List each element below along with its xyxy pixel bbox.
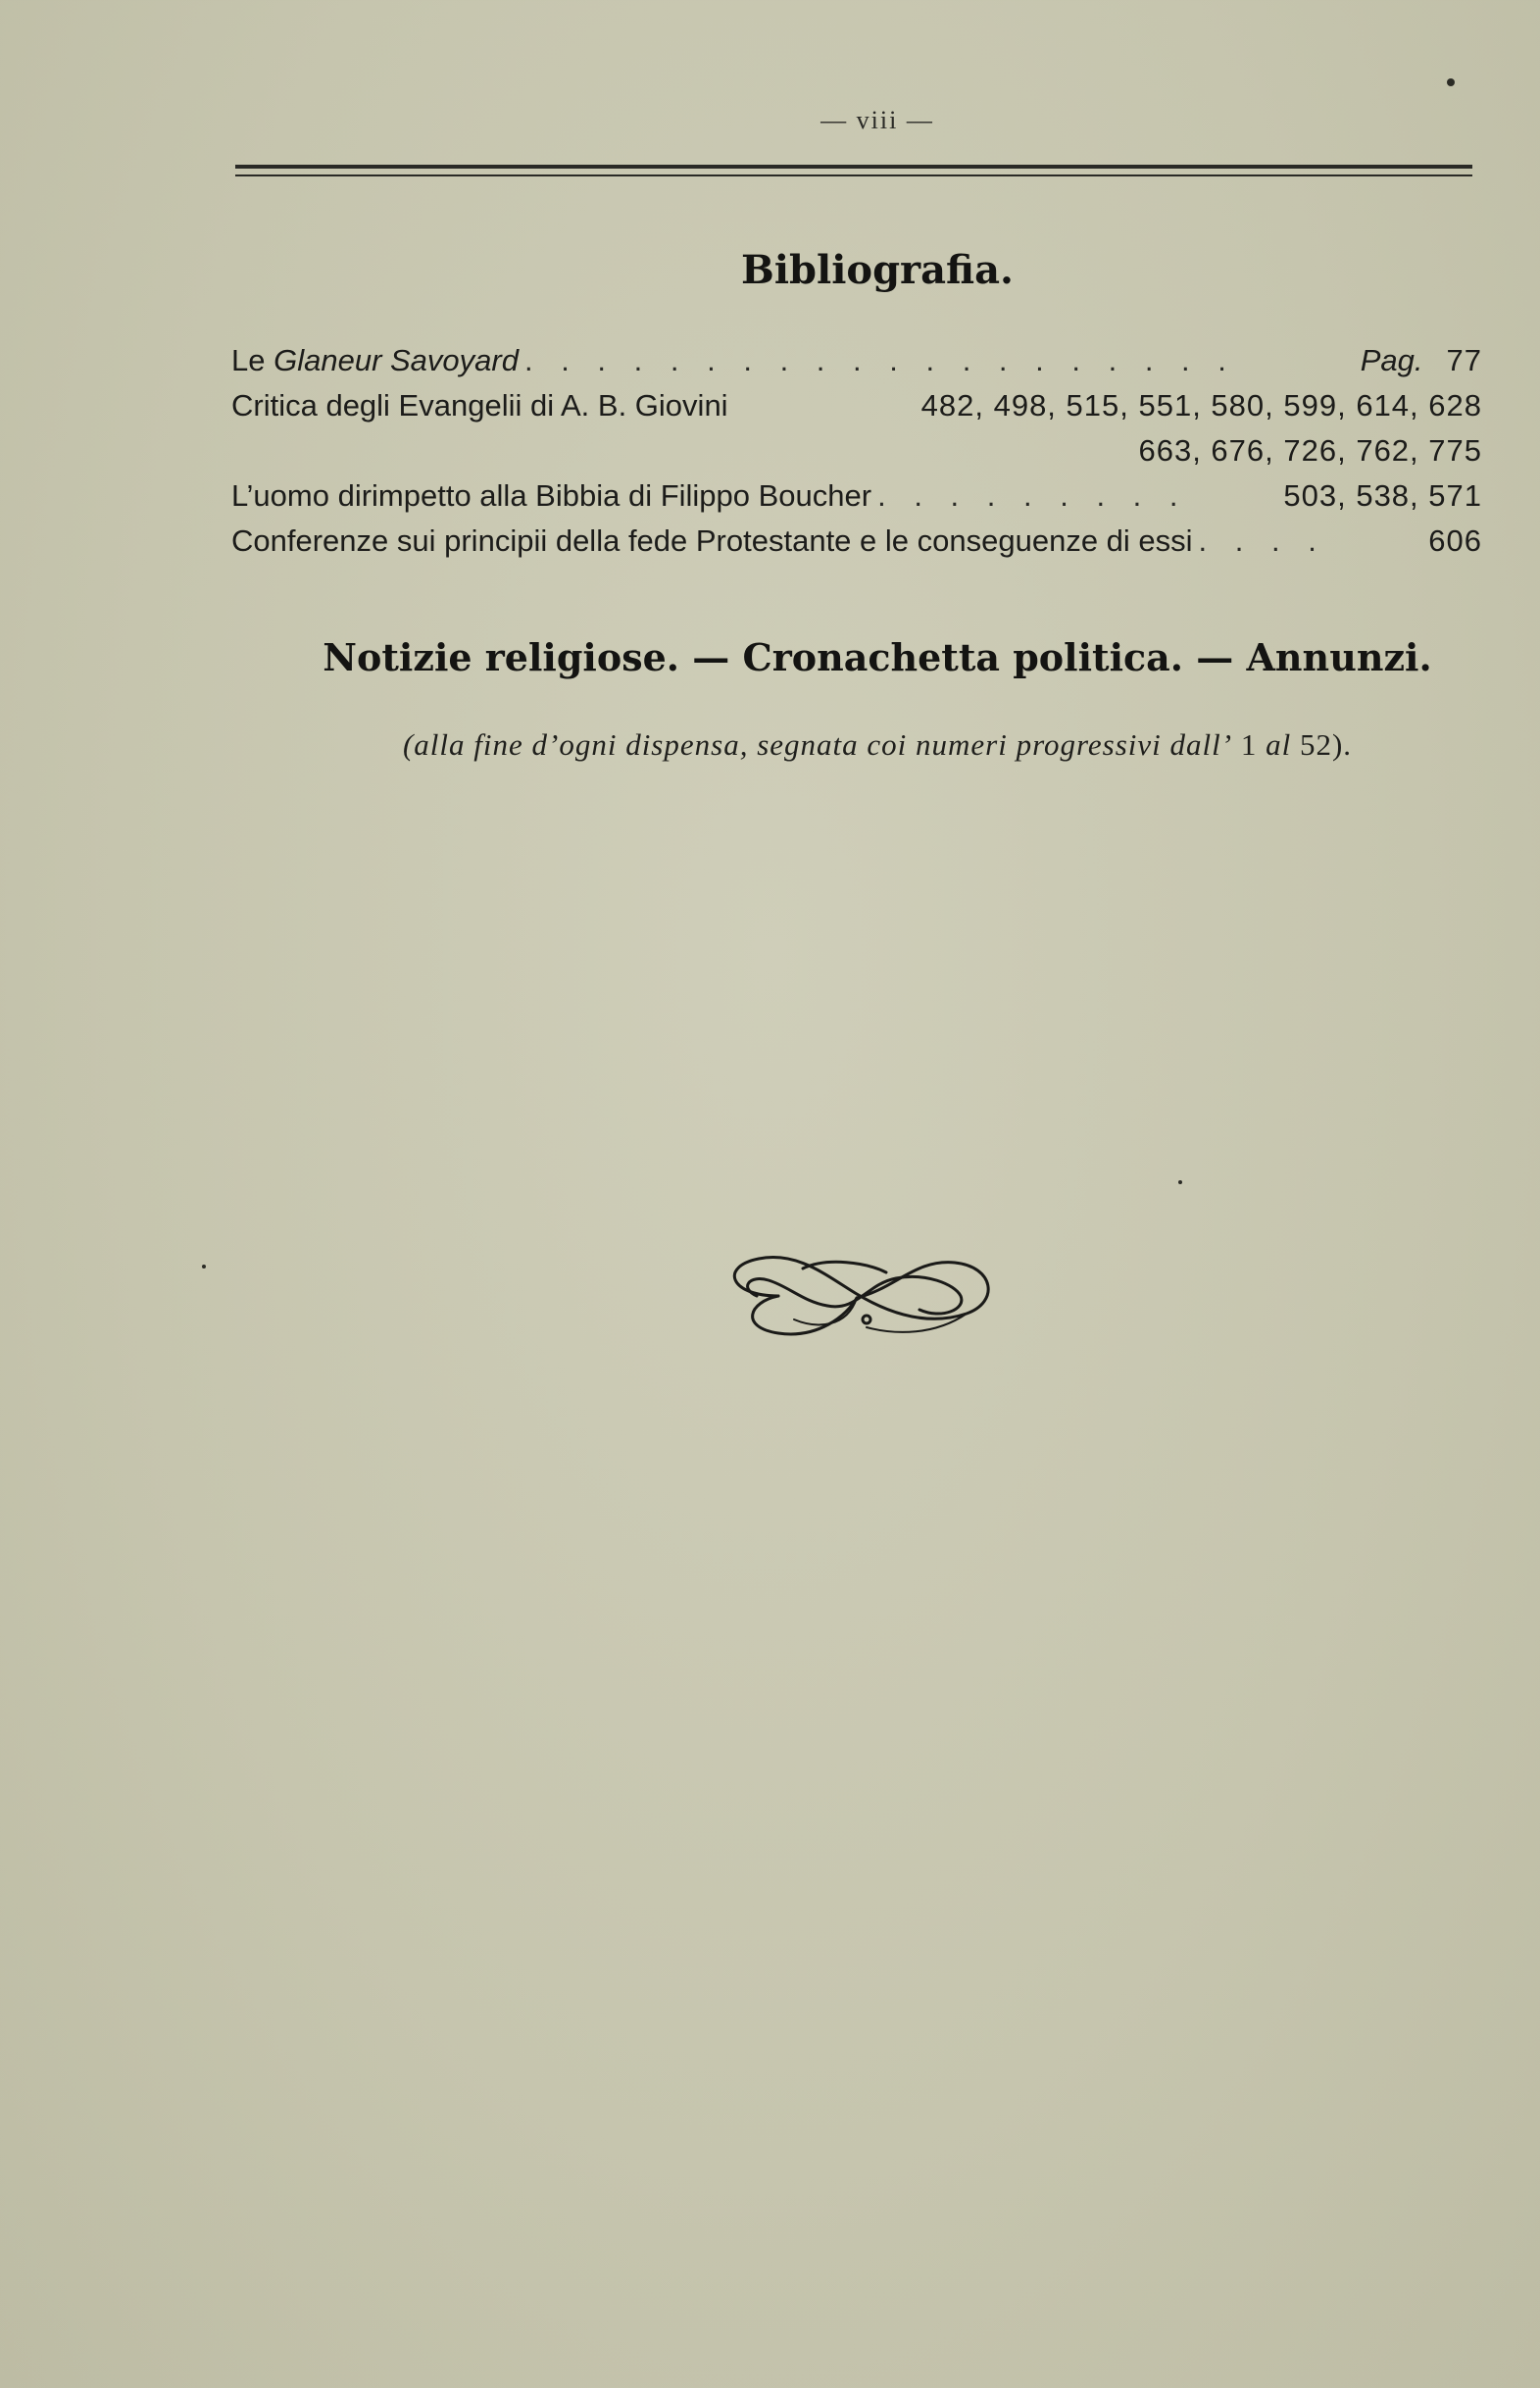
note-text: alla fine d’ogni dispensa, segnata coi numeri progressivi dall’: [414, 727, 1233, 762]
dot-leaders: . . . . . . . . . . . . . . . . . . . .: [523, 343, 1236, 377]
index-entry: [231, 523, 1482, 569]
index-entry: [231, 343, 1482, 388]
header-rule-thick: [235, 165, 1472, 169]
index-entry-continuation: [231, 433, 1482, 478]
ink-speck: [1447, 78, 1455, 86]
page-number: — viii —: [820, 106, 934, 134]
ink-speck: [1178, 1180, 1182, 1184]
entry-title: Le Glaneur Savoyard: [231, 343, 519, 377]
bibliografia-heading: Bibliografia.: [741, 247, 1014, 293]
note-number-end: 52: [1291, 727, 1332, 762]
note-al: al: [1266, 727, 1292, 762]
entry-pages: 606: [1428, 523, 1482, 558]
note-number-start: 1: [1232, 727, 1267, 762]
entry-title: L’uomo dirimpetto alla Bibbia di Filippo Boucher: [231, 478, 872, 513]
flourish-ornament-icon: [710, 1237, 1004, 1355]
index-entry: [231, 478, 1482, 523]
notizie-note: (alla fine d’ogni dispensa, segnata coi numeri progressivi dall’ 1 al 52).: [402, 727, 1353, 762]
entry-title: Critica degli Evangelii di A. B. Giovini: [231, 388, 728, 423]
dot-leaders: . . . .: [1198, 523, 1326, 558]
bibliografia-index: [231, 343, 1482, 569]
header-rule-thin: [235, 174, 1472, 176]
entry-pages: 77: [1446, 343, 1482, 377]
index-entry: [231, 388, 1482, 433]
entry-title: Conferenze sui principii della fede Protestante e le conseguenze di essi: [231, 523, 1193, 558]
pag-label: Pag.: [1360, 343, 1423, 377]
entry-title-italic: Glaneur Savoyard: [273, 343, 519, 377]
ink-speck: [202, 1265, 206, 1269]
dot-leaders: . . . . . . . . .: [877, 478, 1188, 513]
entry-pages: 503, 538, 571: [1283, 478, 1482, 513]
entry-pages: 482, 498, 515, 551, 580, 599, 614, 628: [920, 388, 1482, 423]
entry-pages: 663, 676, 726, 762, 775: [1138, 433, 1482, 468]
notizie-heading: Notizie religiose. — Cronachetta politica. — Annunzi.: [323, 635, 1432, 679]
